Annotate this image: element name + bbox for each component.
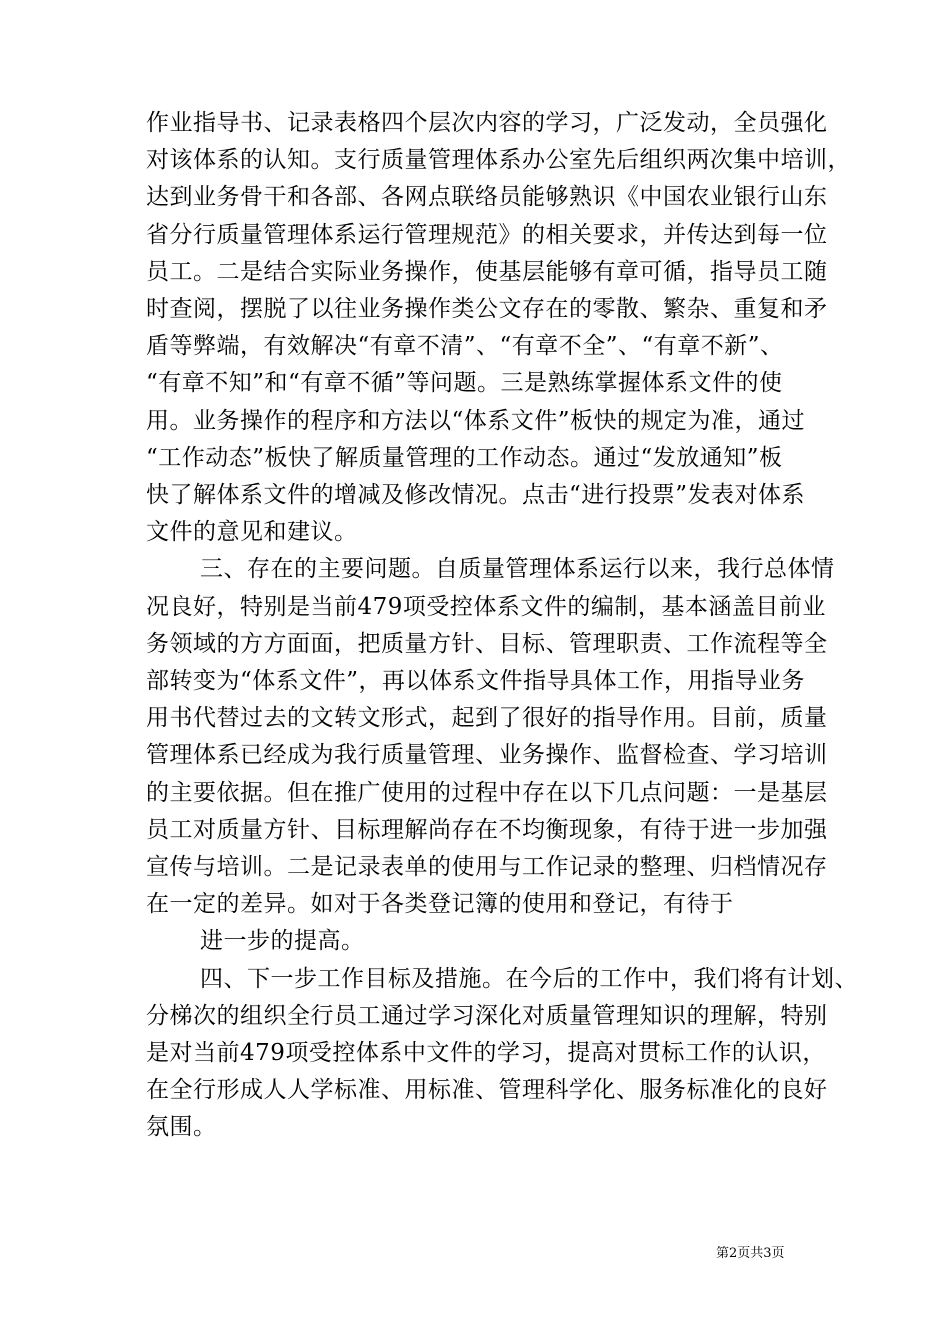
text-line: 省分行质量管理体系运行管理规范》的相关要求，并传达到每一位 <box>146 221 828 248</box>
section-heading-line: 三、存在的主要问题。自质量管理体系运行以来，我行总体情 <box>200 556 835 583</box>
section-heading-line: 四、下一步工作目标及措施。在今后的工作中，我们将有计划、 <box>200 965 858 992</box>
text-line: “有章不知”和“有章不循”等问题。三是熟练掌握体系文件的使 <box>146 370 783 397</box>
text-line: 员工。二是结合实际业务操作，使基层能够有章可循，指导员工随 <box>146 258 828 285</box>
text-line: 氛围。 <box>146 1114 217 1141</box>
text-line: 时查阅，摆脱了以往业务操作类公文存在的零散、繁杂、重复和矛 <box>146 296 828 322</box>
text-line: 达到业务骨干和各部、各网点联络员能够熟识《中国农业银行山东 <box>146 184 828 211</box>
text-line: 作业指导书、记录表格四个层次内容的学习，广泛发动，全员强化 <box>146 110 828 136</box>
text-line: 宣传与培训。二是记录表单的使用与工作记录的整理、归档情况存 <box>146 854 828 880</box>
text-line: 进一步的提高。 <box>200 928 365 955</box>
text-line: “工作动态”板快了解质量管理的工作动态。通过“发放通知”板 <box>146 444 783 471</box>
text-line: 况良好，特别是当前479项受控体系文件的编制，基本涵盖目前业 <box>146 593 826 620</box>
text-line: 盾等弊端，有效解决“有章不清”、“有章不全”、“有章不新”、 <box>146 333 784 360</box>
text-line: 在一定的差异。如对于各类登记簿的使用和登记，有待于 <box>146 891 734 918</box>
text-line: 务领域的方方面面，把质量方针、目标、管理职责、工作流程等全 <box>146 630 828 657</box>
text-line: 部转变为“体系文件”，再以体系文件指导具体工作，用指导业务 <box>146 668 806 694</box>
text-line: 用书代替过去的文转文形式，起到了很好的指导作用。目前，质量 <box>146 705 828 732</box>
text-line: 用。业务操作的程序和方法以“体系文件”板快的规定为准，通过 <box>146 407 806 434</box>
page-number: 第2页共3页 <box>716 1246 785 1261</box>
text-line: 文件的意见和建议。 <box>146 519 358 546</box>
text-line: 快了解体系文件的增减及修改情况。点击“进行投票”发表对体系 <box>146 482 806 508</box>
text-line: 管理体系已经成为我行质量管理、业务操作、监督检查、学习培训 <box>146 742 828 769</box>
text-line: 在全行形成人人学标准、用标准、管理科学化、服务标准化的良好 <box>146 1077 828 1104</box>
text-line: 的主要依据。但在推广使用的过程中存在以下几点问题：一是基层 <box>146 779 828 806</box>
text-line: 对该体系的认知。支行质量管理体系办公室先后组织两次集中培训， <box>146 147 851 174</box>
text-line: 员工对质量方针、目标理解尚存在不均衡现象，有待于进一步加强 <box>146 816 828 843</box>
text-line: 分梯次的组织全行员工通过学习深化对质量管理知识的理解，特别 <box>146 1002 828 1029</box>
text-line: 是对当前479项受控体系中文件的学习，提高对贯标工作的认识， <box>146 1040 826 1066</box>
